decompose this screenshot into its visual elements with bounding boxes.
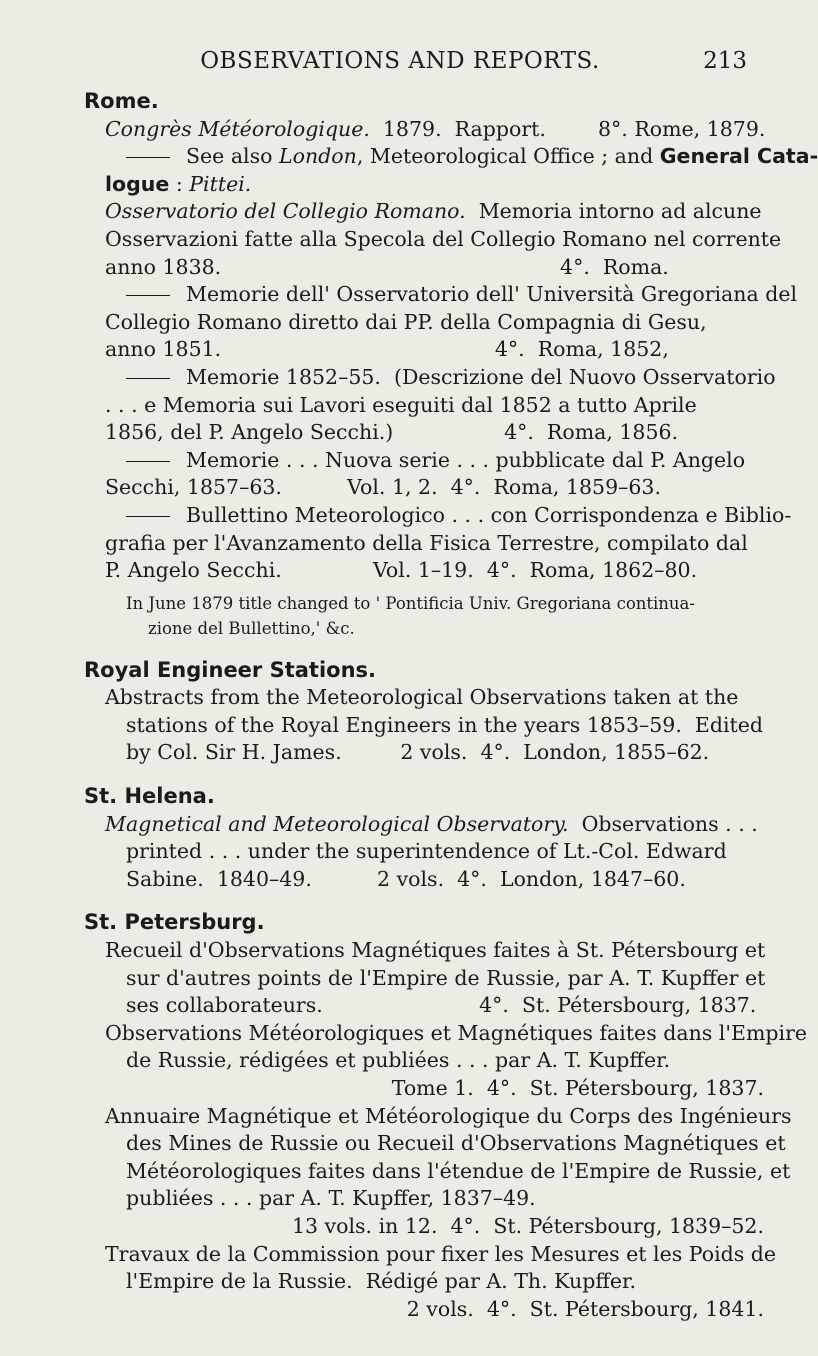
entry-text: Collegio Romano diretto dai PP. della Compagnia di Gesu, — [105, 309, 707, 334]
entry-text: des Mines de Russie ou Recueil d'Observations Magnétiques et — [126, 1131, 786, 1156]
footnote-line: In June 1879 title changed to ' Pontificia Univ. Gregoriana continua- — [126, 593, 695, 613]
entry-text: Pittei. — [189, 171, 252, 196]
entry-text: Bullettino Meteorologico . . . con Corrispondenza e Biblio- — [186, 502, 792, 527]
entry-line — [84, 143, 818, 171]
entry-line — [84, 364, 776, 392]
entry-line — [84, 712, 764, 740]
running-title: OBSERVATIONS AND REPORTS. — [200, 48, 600, 74]
entry-text: P. Angelo Secchi. Vol. 1–19. 4°. Roma, 1862–80. — [105, 558, 698, 583]
entry-text: Osservatorio del Collegio Romano. — [105, 199, 466, 224]
entry-line — [84, 198, 764, 226]
entry-line — [84, 419, 764, 447]
section-heading: St. Helena. — [84, 784, 215, 809]
entry-text: sur d'autres points de l'Empire de Russie, par A. T. Kupffer et — [126, 965, 766, 990]
entry-text: Recueil d'Observations Magnétiques faites à St. Pétersbourg et — [105, 938, 766, 963]
entry-text: Congrès Météorologique. — [105, 116, 370, 141]
entry-text: Memorie . . . Nuova serie . . . pubblicate dal P. Angelo — [186, 447, 746, 472]
ditto-dash — [126, 461, 170, 462]
entry-line — [84, 739, 764, 767]
entry-text: Tome 1. 4°. St. Pétersbourg, 1837. — [391, 1076, 764, 1100]
entry-text: Sabine. 1840–49. 2 vols. 4°. London, 1847–60. — [126, 866, 686, 891]
ditto-dash — [126, 295, 170, 296]
entry-line — [84, 171, 764, 199]
catalogue-section — [84, 88, 818, 641]
entry-line — [84, 1158, 791, 1186]
entry-text: Osservazioni fatte alla Specola del Collegio Romano nel corrente — [105, 226, 782, 251]
entry-text: . . . e Memoria sui Lavori eseguiti dal 1852 a tutto Aprile — [105, 392, 697, 417]
entry-line — [84, 866, 764, 894]
entry-text: Memorie dell' Osservatorio dell' Università Gregoriana del — [186, 282, 798, 307]
entry-text: Observations . . . — [568, 811, 758, 836]
entry-line — [84, 684, 764, 712]
entry-text: by Col. Sir H. James. 2 vols. 4°. London, 1855–62. — [126, 740, 710, 765]
entry-line — [84, 1075, 764, 1103]
entry-text: grafia per l'Avanzamento della Fisica Terrestre, compilato dal — [105, 530, 748, 555]
section-heading: Royal Engineer Stations. — [84, 657, 377, 682]
entry-line — [84, 530, 764, 558]
entry-text: Secchi, 1857–63. Vol. 1, 2. 4°. Roma, 1859–63. — [105, 475, 661, 500]
entry-line — [84, 557, 764, 585]
catalogue-section — [84, 909, 808, 1323]
entry-line — [84, 447, 764, 475]
entry-text: See also — [186, 144, 279, 169]
entry-line — [84, 811, 764, 839]
entry-line — [84, 1020, 808, 1048]
footnote — [84, 591, 764, 641]
page-header — [0, 48, 800, 78]
entry-line — [84, 1241, 777, 1269]
entry-text: 13 vols. in 12. 4°. St. Pétersbourg, 1839–52. — [291, 1213, 764, 1238]
entry-line — [84, 1130, 786, 1158]
entry-line — [84, 1103, 792, 1131]
entry-line — [84, 838, 764, 866]
entry-text: stations of the Royal Engineers in the years 1853–59. Edited — [126, 712, 764, 737]
entry-line — [84, 254, 764, 282]
entry-text: de Russie, rédigées et publiées . . . par A. T. Kupffer. — [126, 1048, 671, 1073]
entry-text: Abstracts from the Meteorological Observations taken at the — [105, 685, 739, 710]
entry-line — [84, 1268, 764, 1296]
entry-text: anno 1838. 4°. Roma. — [105, 254, 669, 279]
entry-line — [84, 336, 764, 364]
entry-text: Memoria intorno ad alcune — [465, 199, 762, 224]
entry-line — [84, 1296, 764, 1324]
entry-text: London — [278, 144, 357, 169]
entry-line — [84, 1047, 764, 1075]
entry-line — [84, 965, 764, 993]
entry-text: Magnetical and Meteorological Observatory. — [105, 811, 569, 836]
entry-line — [84, 1185, 764, 1213]
entry-text: 1879. Rapport. 8°. Rome, 1879. — [369, 116, 766, 141]
entry-text: logue — [105, 171, 170, 196]
footnote-line: zione del Bullettino,' &c. — [148, 618, 355, 638]
catalogue-section — [84, 657, 764, 767]
entry-line — [84, 281, 798, 309]
entry-text: Travaux de la Commission pour fixer les Mesures et les Poids de — [105, 1241, 777, 1266]
entry-line — [84, 502, 792, 530]
entry-text: Observations Météorologiques et Magnétiques faites dans l'Empire — [105, 1020, 808, 1045]
entry-text: printed . . . under the superintendence of Lt.-Col. Edward — [126, 839, 727, 864]
catalogue-section — [84, 783, 764, 893]
entry-text: , Meteorological Office ; and — [356, 144, 660, 169]
entry-line — [84, 992, 764, 1020]
ditto-dash — [126, 378, 170, 379]
entry-line — [84, 1213, 764, 1241]
page-content — [84, 88, 818, 1339]
entry-text: l'Empire de la Russie. Rédigé par A. Th. Kupffer. — [126, 1269, 637, 1294]
entry-line — [84, 392, 764, 420]
entry-line — [84, 309, 764, 337]
entry-text: Météorologiques faites dans l'étendue de l'Empire de Russie, et — [126, 1158, 791, 1183]
section-heading: Rome. — [84, 89, 159, 113]
section-heading: St. Petersburg. — [84, 910, 265, 935]
entry-text: anno 1851. 4°. Roma, 1852, — [105, 337, 669, 362]
entry-text: 1856, del P. Angelo Secchi.) 4°. Roma, 1856. — [105, 420, 679, 445]
entry-line — [84, 937, 764, 965]
entry-text: General Cata- — [659, 144, 818, 169]
entry-text: ses collaborateurs. 4°. St. Pétersbourg, 1837. — [126, 993, 757, 1018]
entry-line — [84, 116, 764, 144]
entry-line — [84, 474, 764, 502]
entry-text: : — [169, 171, 190, 196]
entry-line — [84, 226, 782, 254]
page-number: 213 — [703, 48, 747, 74]
entry-text: 2 vols. 4°. St. Pétersbourg, 1841. — [406, 1296, 764, 1321]
entry-text: publiées . . . par A. T. Kupffer, 1837–49. — [126, 1186, 536, 1211]
entry-text: Memorie 1852–55. (Descrizione del Nuovo Osservatorio — [186, 364, 776, 389]
ditto-dash — [126, 157, 170, 158]
ditto-dash — [126, 516, 170, 517]
entry-text: Annuaire Magnétique et Météorologique du Corps des Ingénieurs — [105, 1103, 792, 1128]
